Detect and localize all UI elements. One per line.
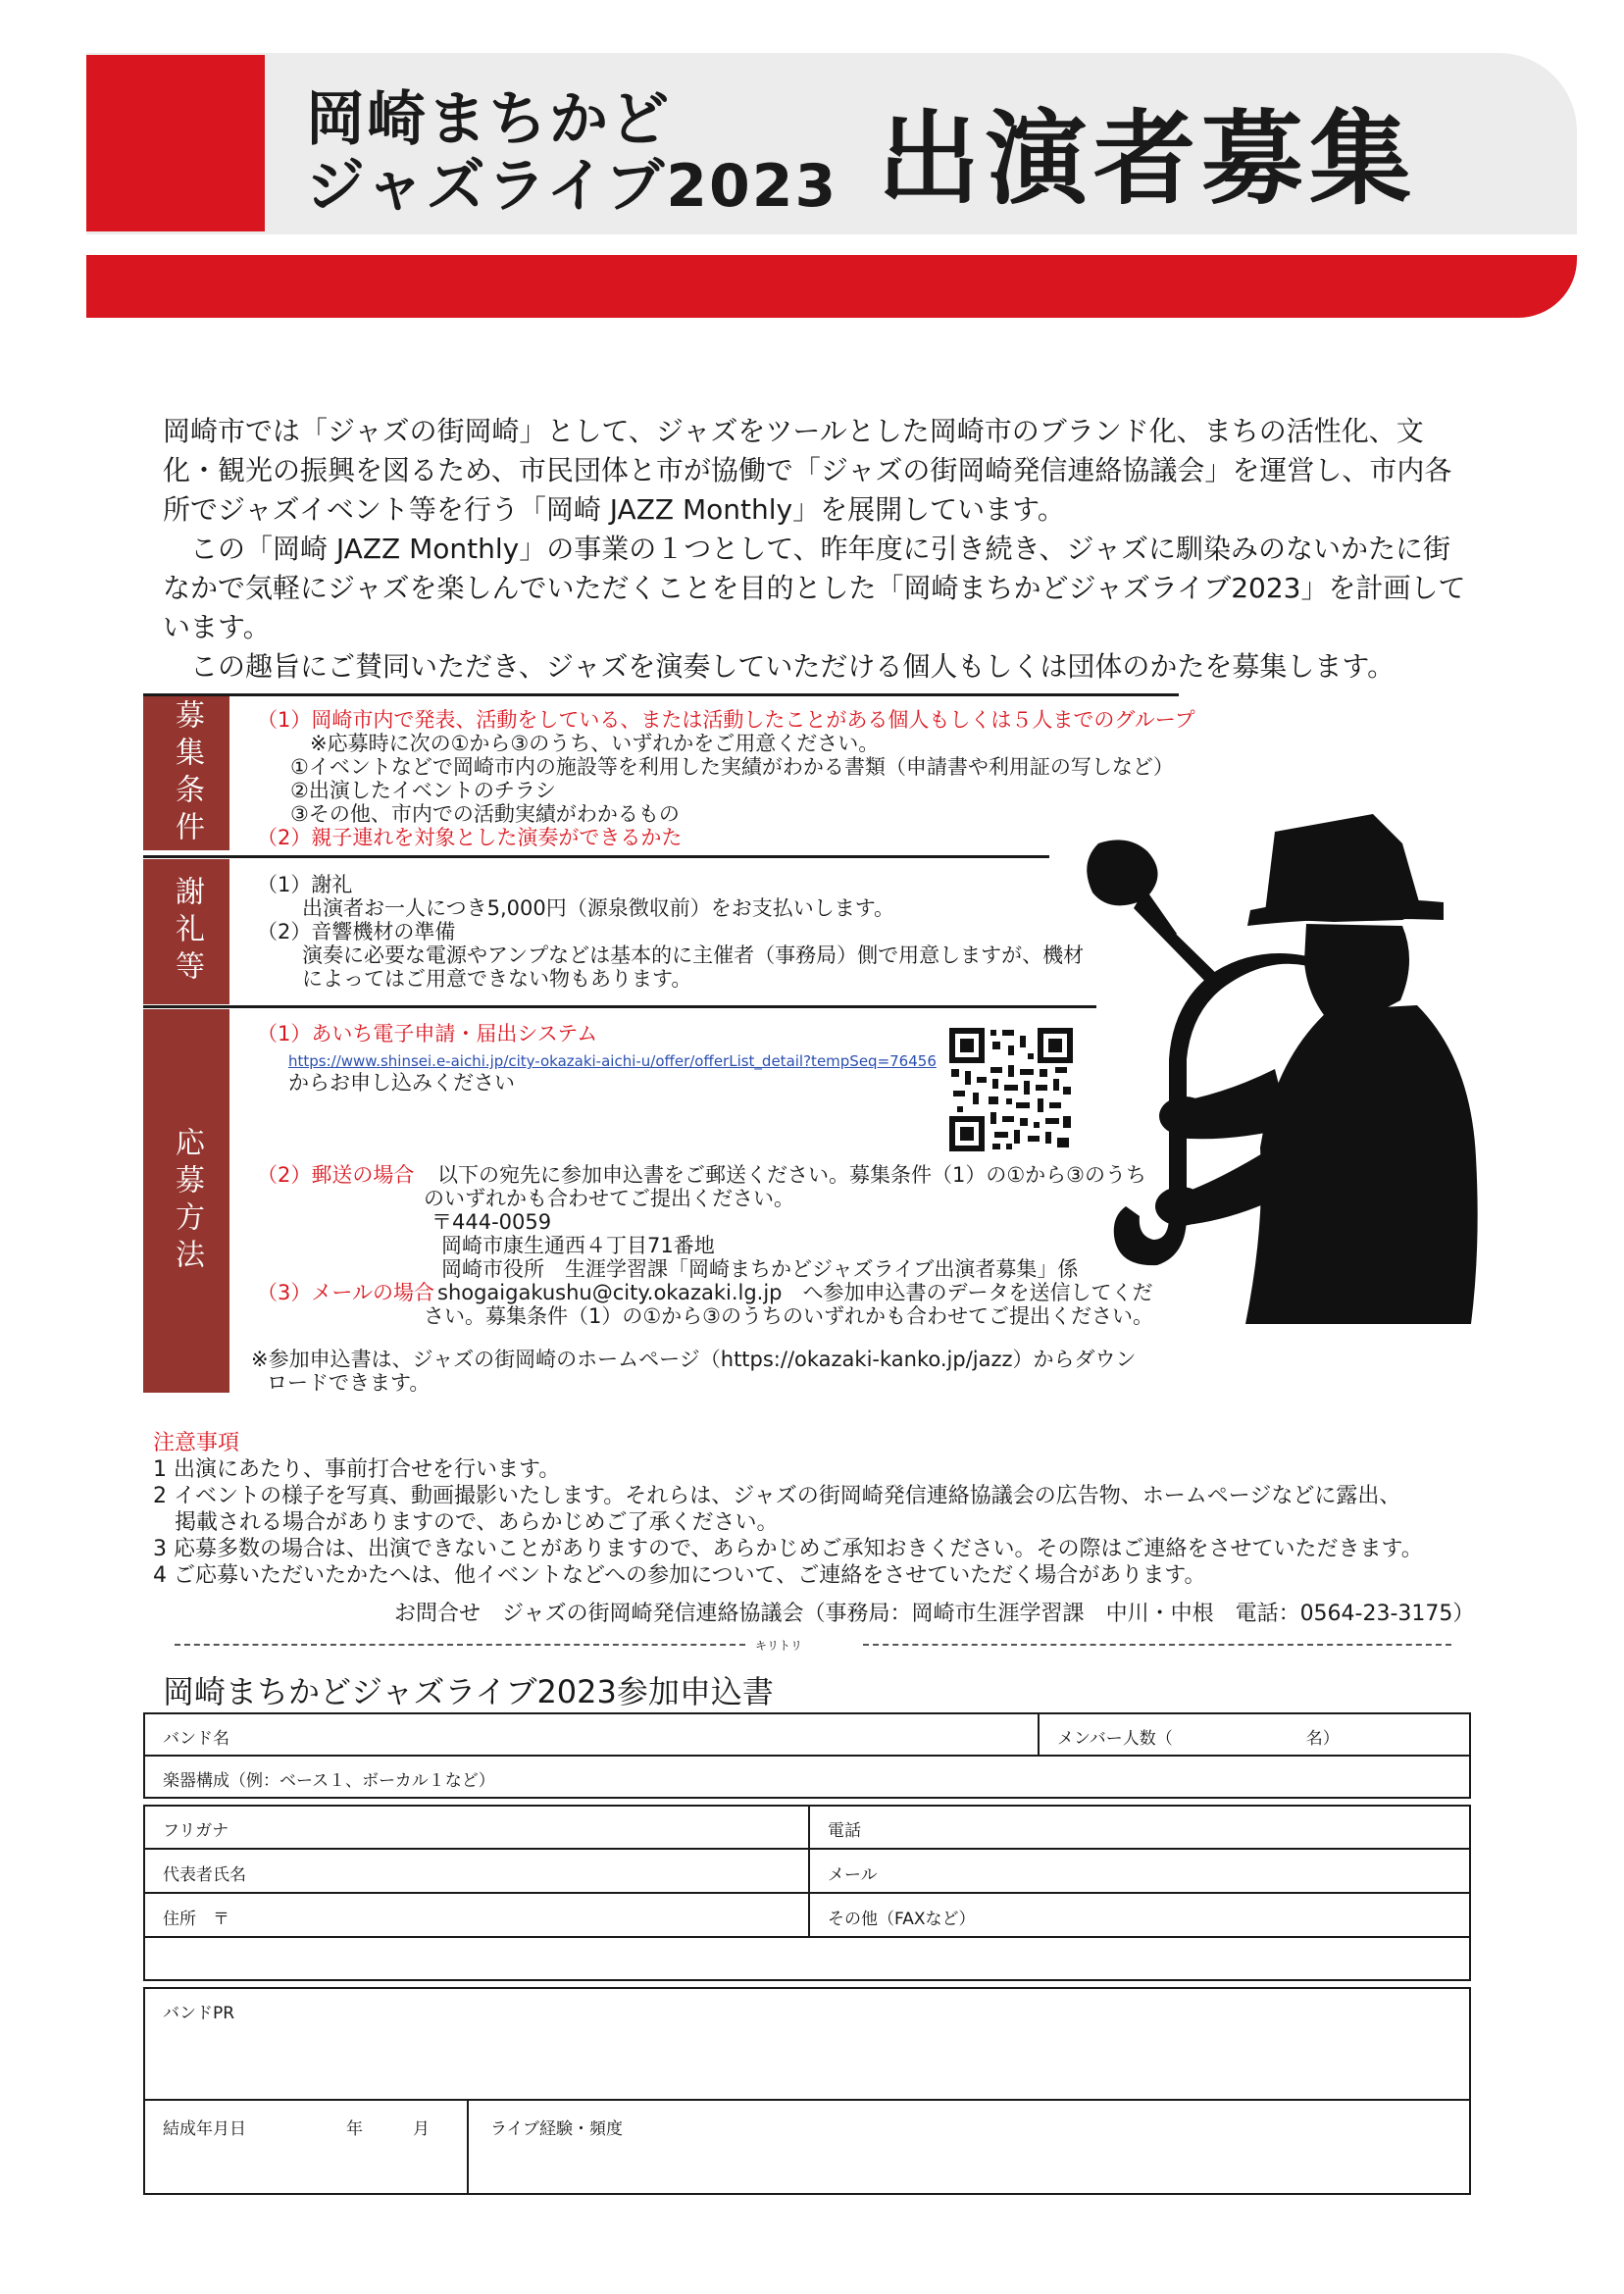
apply-download1: ※参加申込書は、ジャズの街岡崎のホームページ（https://okazaki-kanko.jp/jazz）からダウン	[251, 1348, 1137, 1371]
saxophone-player-illustration	[1079, 804, 1491, 1334]
field-label-band-name: バンド名	[163, 1729, 229, 1749]
apply-mail3: 〒444-0059	[431, 1210, 552, 1234]
field-label-rep-name: 代表者氏名	[163, 1865, 246, 1885]
form-divider	[143, 1892, 1471, 1894]
apply-mail2: のいずれかも合わせてご提出ください。	[424, 1187, 794, 1210]
event-title-line2: ジャズライブ2023	[306, 152, 838, 221]
reward-line5: によってはご用意できない物もあります。	[302, 967, 692, 991]
field-label-members: メンバー人数（ 名）	[1057, 1729, 1340, 1749]
notes-heading: 注意事項	[153, 1431, 240, 1455]
field-label-live-experience: ライブ経験・頻度	[490, 2119, 623, 2139]
header-red-square	[86, 55, 265, 231]
qr-code-image[interactable]	[949, 1028, 1073, 1151]
apply-url-link[interactable]: https://www.shinsei.e-aichi.jp/city-okazaki-aichi-u/offer/offerList_detail?tempSeq=76456	[288, 1052, 937, 1070]
phone-field[interactable]	[883, 1809, 1461, 1844]
other-contact-field[interactable]	[971, 1897, 1461, 1932]
apply-download2: ロードできます。	[267, 1371, 431, 1395]
section-rule	[143, 855, 1049, 858]
conditions-line1: （1）岡崎市内で発表、活動をしている、または活動したことがある個人もしくは５人までのグループ	[257, 708, 1195, 732]
band-name-field[interactable]	[255, 1716, 1030, 1752]
rep-name-field[interactable]	[255, 1853, 799, 1888]
apply-mail5: 岡崎市役所 生涯学習課「岡崎まちかどジャズライブ出演者募集」係	[441, 1257, 1079, 1281]
field-label-other: その他（FAXなど）	[828, 1910, 976, 1929]
apply-line2: からお申し込みください	[288, 1071, 515, 1095]
apply-line1: （1）あいち電子申請・届出システム	[257, 1022, 598, 1045]
address-continuation-field[interactable]	[143, 1936, 1471, 1981]
note-item-3: 3 応募多数の場合は、出演できないことがありますので、あらかじめご承知おきください。その際はご連絡をさせていただきます。	[153, 1537, 1423, 1561]
note-item-2a: 2 イベントの様子を写真、動画撮影いたします。それらは、ジャズの街岡崎発信連絡協議会の広告物、ホームページなどに露出、	[153, 1484, 1401, 1508]
apply-mail1: 以下の宛先に参加申込書をご郵送ください。募集条件（1）の①から③のうち	[437, 1163, 1147, 1187]
field-label-formed: 結成年月日 年 月	[163, 2119, 430, 2139]
reward-line2: 出演者お一人につき5,000円（源泉徴収前）をお支払いします。	[302, 896, 895, 920]
intro-para2: この「岡崎 JAZZ Monthly」の事業の１つとして、昨年度に引き続き、ジャズに馴染みのないかたに街なかで気軽にジャズを楽しんでいただくことを目的とした「岡崎まちかどジャズライブ2023」を計画しています。	[163, 533, 1466, 643]
form-divider	[1038, 1712, 1040, 1757]
conditions-line6: （2）親子連れを対象とした演奏ができるかた	[257, 826, 683, 849]
note-item-4: 4 ご応募いただいたかたへは、他イベントなどへの参加について、ご連絡をさせていただく場合があります。	[153, 1563, 1206, 1588]
field-label-instruments: 楽器構成（例：ベース１、ボーカル１など）	[163, 1771, 495, 1791]
cut-line-left	[175, 1644, 745, 1646]
cut-label: キリトリ	[755, 1639, 803, 1653]
section-label-reward: 謝礼等	[143, 859, 229, 1004]
conditions-line3: ①イベントなどで岡崎市内の施設等を利用した実績がわかる書類（申請書や利用証の写しなど）	[290, 755, 1174, 779]
instruments-field[interactable]	[490, 1759, 1461, 1794]
intro-text	[163, 412, 1467, 687]
page-title: 出演者募集	[878, 99, 1418, 219]
section-label-conditions: 募集条件	[143, 696, 229, 850]
field-label-email: メール	[828, 1865, 878, 1885]
band-pr-field[interactable]	[147, 2020, 1467, 2095]
event-title-line1: 岡崎まちかど	[306, 85, 671, 154]
cut-line-right	[863, 1644, 1451, 1646]
intro-para3: この趣旨にご賛同いただき、ジャズを演奏していただける個人もしくは団体のかたを募集します。	[190, 650, 1396, 683]
live-experience-field[interactable]	[490, 2138, 1461, 2189]
email-field[interactable]	[883, 1853, 1461, 1888]
form-divider	[143, 2099, 1471, 2101]
address-field[interactable]	[235, 1897, 799, 1932]
field-label-furigana: フリガナ	[163, 1821, 229, 1841]
apply-mail-head: （2）郵送の場合	[257, 1163, 415, 1187]
form-divider	[143, 1848, 1471, 1850]
reward-line1: （1）謝礼	[257, 873, 353, 896]
conditions-line2: ※応募時に次の①から③のうち、いずれかをご用意ください。	[310, 732, 880, 755]
conditions-line4: ②出演したイベントのチラシ	[290, 779, 556, 802]
field-label-band-pr: バンドPR	[163, 2004, 235, 2023]
apply-email-head: （3）メールの場合	[257, 1281, 434, 1304]
form-divider	[467, 2099, 469, 2195]
section-rule	[143, 693, 1179, 696]
field-label-address: 住所 〒	[163, 1910, 229, 1929]
note-item-1: 1 出演にあたり、事前打合せを行います。	[153, 1457, 561, 1482]
note-item-2b: 掲載される場合がありますので、あらかじめご了承ください。	[153, 1510, 779, 1535]
apply-email1: shogaigakushu@city.okazaki.lg.jp へ参加申込書のデータを送信してくだ	[437, 1281, 1153, 1304]
contact-info: お問合せ ジャズの街岡崎発信連絡協議会（事務局：岡崎市生涯学習課 中川・中根 電話：0564-23-3175）	[394, 1602, 1475, 1626]
intro-para1: 岡崎市では「ジャズの街岡崎」として、ジャズをツールとした岡崎市のブランド化、まちの活性化、文化・観光の振興を図るため、市民団体と市が協働で「ジャズの街岡崎発信連絡協議会」を運営し、市内各所でジャズイベント等を行う「岡崎 JAZZ Monthly」を展開しています。	[163, 415, 1452, 526]
form-divider	[808, 1805, 810, 1938]
section-label-apply: 応募方法	[143, 1009, 229, 1393]
furigana-field[interactable]	[255, 1809, 799, 1844]
reward-line4: 演奏に必要な電源やアンプなどは基本的に主催者（事務局）側で用意しますが、機材	[302, 943, 1085, 967]
field-label-phone: 電話	[828, 1821, 861, 1841]
apply-email2: さい。募集条件（1）の①から③のうちのいずれかも合わせてご提出ください。	[424, 1304, 1154, 1328]
section-rule	[143, 1005, 1096, 1008]
conditions-line5: ③その他、市内での活動実績がわかるもの	[290, 802, 680, 826]
reward-line3: （2）音響機材の準備	[257, 920, 456, 943]
notes-block	[153, 1430, 1423, 1589]
apply-mail4: 岡崎市康生通西４丁目71番地	[441, 1234, 715, 1257]
form-title: 岡崎まちかどジャズライブ2023参加申込書	[163, 1673, 774, 1710]
header-red-bar	[86, 255, 1577, 318]
